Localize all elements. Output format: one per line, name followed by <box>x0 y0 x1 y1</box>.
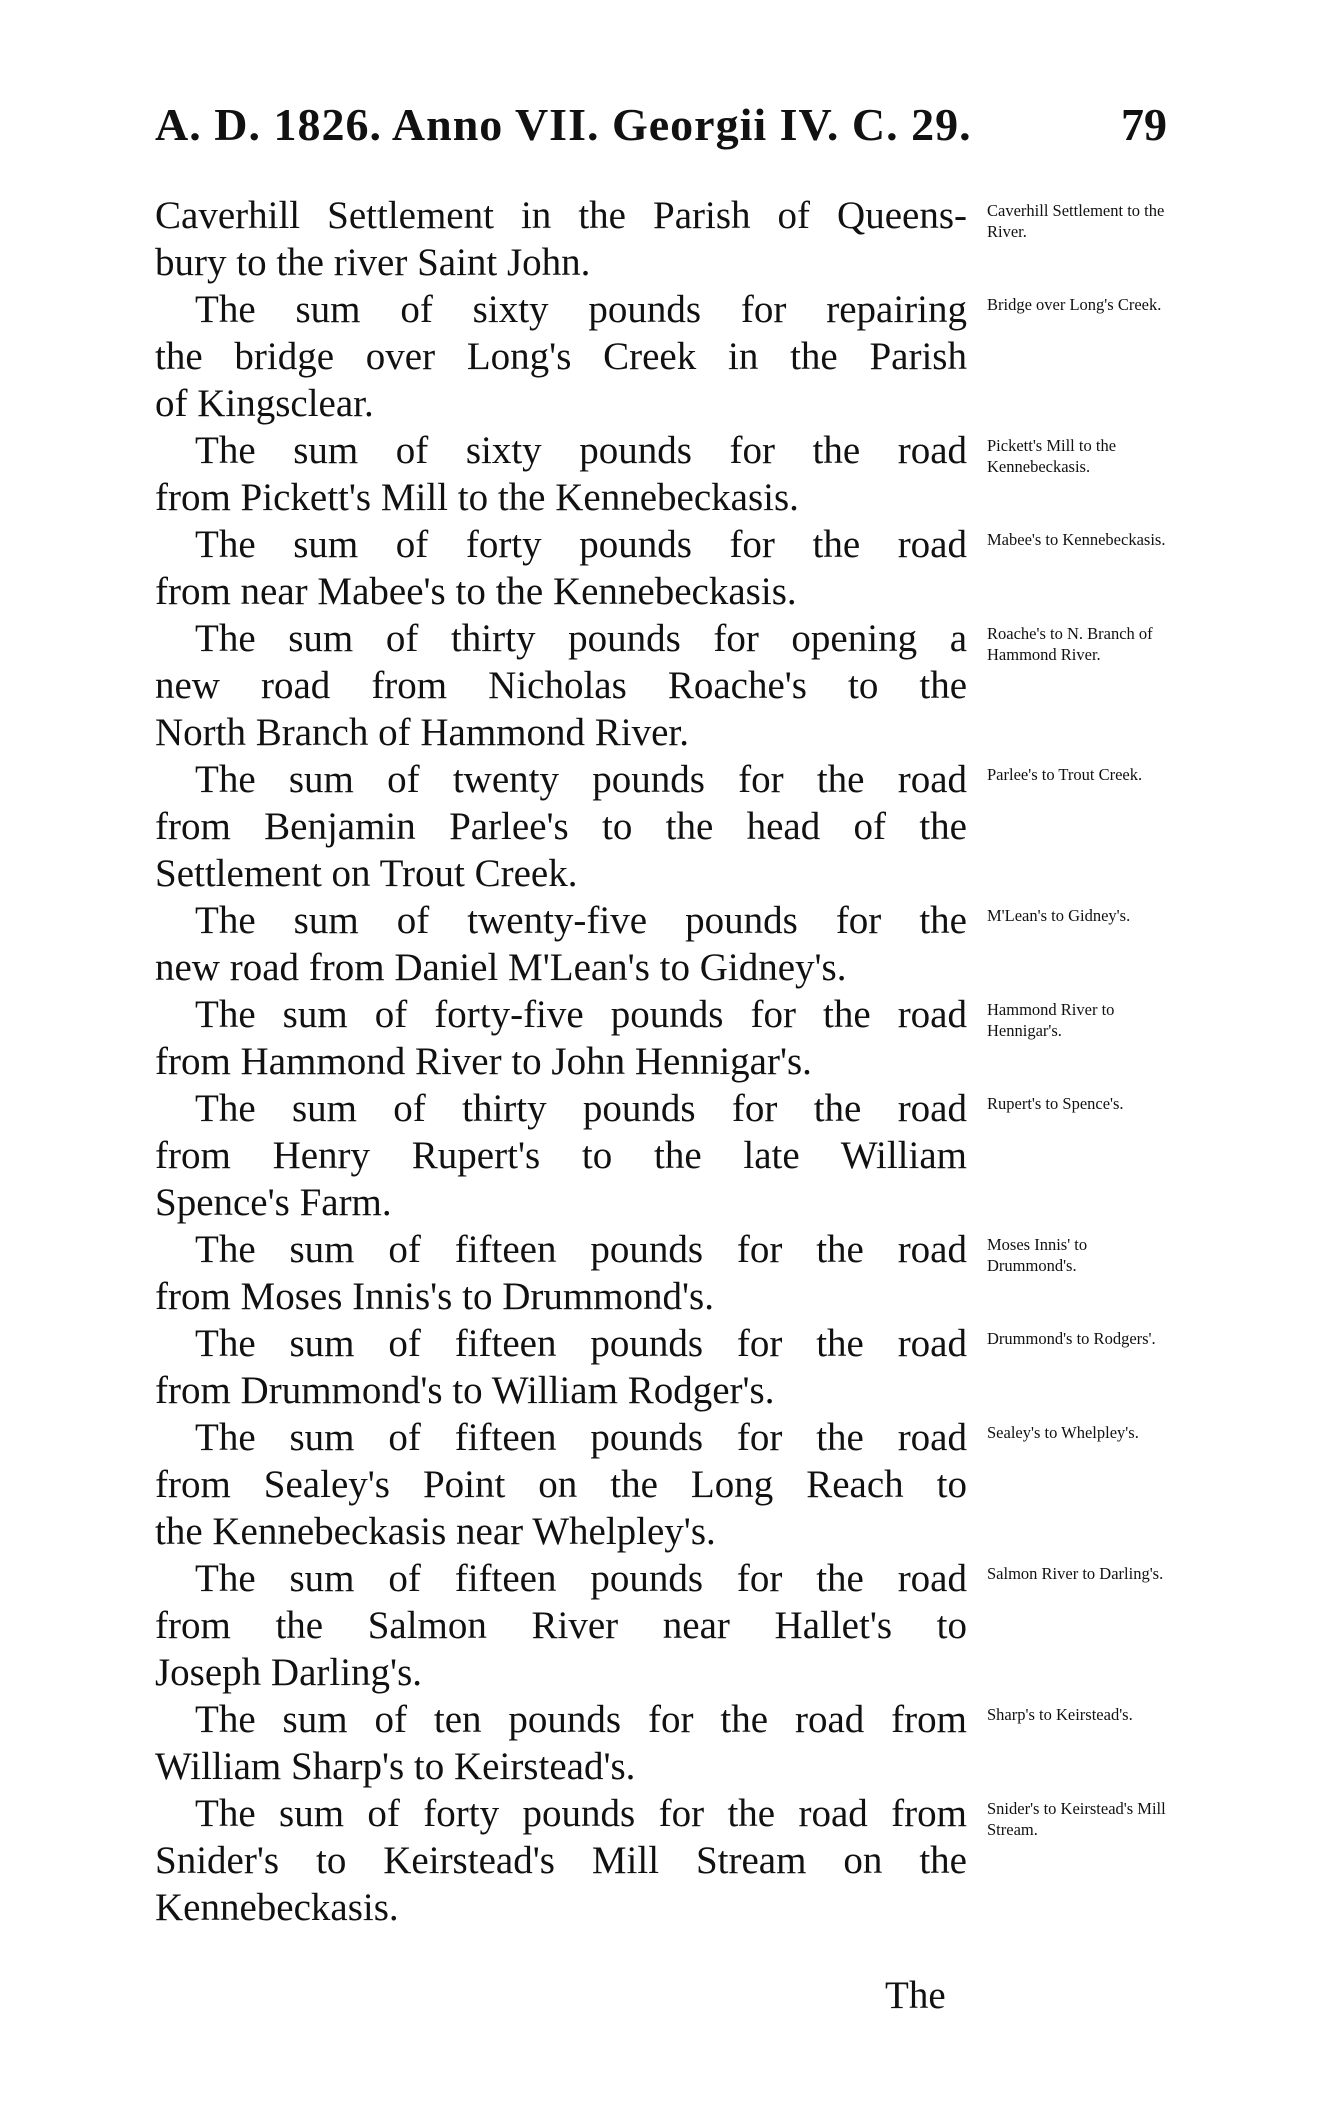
entry-line: from Drummond's to William Rodger's. <box>155 1369 775 1412</box>
margin-note: Parlee's to Trout Creek. <box>987 765 1143 784</box>
entry-line: from Henry Rupert's to the late William <box>155 1134 967 1177</box>
margin-note: Bridge over Long's Creek. <box>987 295 1162 314</box>
entry <box>155 521 1167 615</box>
entry-line: Caverhill Settlement in the Parish of Queens- <box>155 194 967 237</box>
entry-line: Spence's Farm. <box>155 1181 392 1224</box>
entry-text <box>155 756 967 897</box>
entry <box>155 991 1167 1085</box>
entry-text <box>155 1414 967 1555</box>
entry-line: The sum of twenty pounds for the road <box>195 758 967 801</box>
margin-note: Moses Innis' to Drummond's. <box>987 1235 1088 1275</box>
entry-text <box>155 521 967 615</box>
entry <box>155 756 1167 897</box>
entry-text <box>155 1085 967 1226</box>
entry-line: the Kennebeckasis near Whelpley's. <box>155 1510 716 1553</box>
margin-note: Mabee's to Kennebeckasis. <box>987 530 1166 549</box>
entry-line: The sum of forty pounds for the road from <box>195 1792 967 1835</box>
margin-note: Sealey's to Whelpley's. <box>987 1423 1139 1442</box>
entry-line: from Pickett's Mill to the Kennebeckasis. <box>155 476 799 519</box>
entry <box>155 192 1167 286</box>
page-body <box>155 192 1167 1931</box>
margin-note: Pickett's Mill to the Kennebeckasis. <box>987 436 1117 476</box>
entry-text <box>155 427 967 521</box>
entry-line: The sum of sixty pounds for the road <box>195 429 967 472</box>
entry-text <box>155 991 967 1085</box>
entry-line: from Sealey's Point on the Long Reach to <box>155 1463 967 1506</box>
entry-text <box>155 1320 967 1414</box>
entry-line: The sum of ten pounds for the road from <box>195 1698 967 1741</box>
entry-line: from the Salmon River near Hallet's to <box>155 1604 967 1647</box>
entry <box>155 1555 1167 1696</box>
running-head-title: A. D. 1826. Anno VII. Georgii IV. C. 29. <box>155 99 972 150</box>
entry <box>155 1696 1167 1790</box>
entry-line: Kennebeckasis. <box>155 1886 399 1929</box>
entry-line: bury to the river Saint John. <box>155 241 591 284</box>
margin-note: Sharp's to Keirstead's. <box>987 1705 1133 1724</box>
entry-line: from Hammond River to John Hennigar's. <box>155 1040 812 1083</box>
entry-line: Snider's to Keirstead's Mill Stream on the <box>155 1839 967 1882</box>
entry-line: The sum of twenty-five pounds for the <box>195 899 967 942</box>
margin-note: Rupert's to Spence's. <box>987 1094 1124 1113</box>
entry-line: The sum of forty pounds for the road <box>195 523 967 566</box>
entry-line: The sum of fifteen pounds for the road <box>195 1322 967 1365</box>
entry-line: the bridge over Long's Creek in the Parish <box>155 335 967 378</box>
entry-line: Settlement on Trout Creek. <box>155 852 578 895</box>
entry-text <box>155 615 967 756</box>
entry-text <box>155 1790 967 1931</box>
entry-text <box>155 286 967 427</box>
entry-line: Joseph Darling's. <box>155 1651 423 1694</box>
entry <box>155 1226 1167 1320</box>
entry-line: The sum of fifteen pounds for the road <box>195 1416 967 1459</box>
entry-line: North Branch of Hammond River. <box>155 711 689 754</box>
margin-note: Drummond's to Rodgers'. <box>987 1329 1156 1348</box>
entry-text <box>155 192 967 286</box>
margin-note: Roache's to N. Branch of Hammond River. <box>987 624 1153 664</box>
entry <box>155 1414 1167 1555</box>
entry <box>155 1790 1167 1931</box>
margin-note: Snider's to Keirstead's Mill Stream. <box>987 1799 1166 1839</box>
entry-text <box>155 1555 967 1696</box>
entry-line: The sum of fifteen pounds for the road <box>195 1557 967 1600</box>
entry <box>155 615 1167 756</box>
entry-line: The sum of fifteen pounds for the road <box>195 1228 967 1271</box>
entry <box>155 286 1167 427</box>
entry <box>155 897 1167 991</box>
entry <box>155 1085 1167 1226</box>
entry <box>155 427 1167 521</box>
entry-line: from Benjamin Parlee's to the head of the <box>155 805 967 848</box>
catchword: The <box>885 1974 946 2017</box>
margin-note: Salmon River to Darling's. <box>987 1564 1164 1583</box>
margin-note: Caverhill Settlement to the River. <box>987 201 1165 241</box>
entry-line: new road from Daniel M'Lean's to Gidney's. <box>155 946 847 989</box>
entry-line: William Sharp's to Keirstead's. <box>155 1745 636 1788</box>
entry-text <box>155 897 967 991</box>
running-head <box>155 98 1167 158</box>
margin-note: Hammond River to Hennigar's. <box>987 1000 1115 1040</box>
entry-line: The sum of thirty pounds for opening a <box>195 617 967 660</box>
margin-note: M'Lean's to Gidney's. <box>987 906 1131 925</box>
entry-text <box>155 1696 967 1790</box>
entry-line: of Kingsclear. <box>155 382 374 425</box>
entry-line: new road from Nicholas Roache's to the <box>155 664 967 707</box>
entry-text <box>155 1226 967 1320</box>
entry-line: from Moses Innis's to Drummond's. <box>155 1275 714 1318</box>
page-number: 79 <box>1121 99 1167 150</box>
entry-line: The sum of thirty pounds for the road <box>195 1087 967 1130</box>
entry-line: The sum of forty-five pounds for the road <box>195 993 967 1036</box>
entry-line: The sum of sixty pounds for repairing <box>195 288 967 331</box>
entry <box>155 1320 1167 1414</box>
entry-line: from near Mabee's to the Kennebeckasis. <box>155 570 797 613</box>
